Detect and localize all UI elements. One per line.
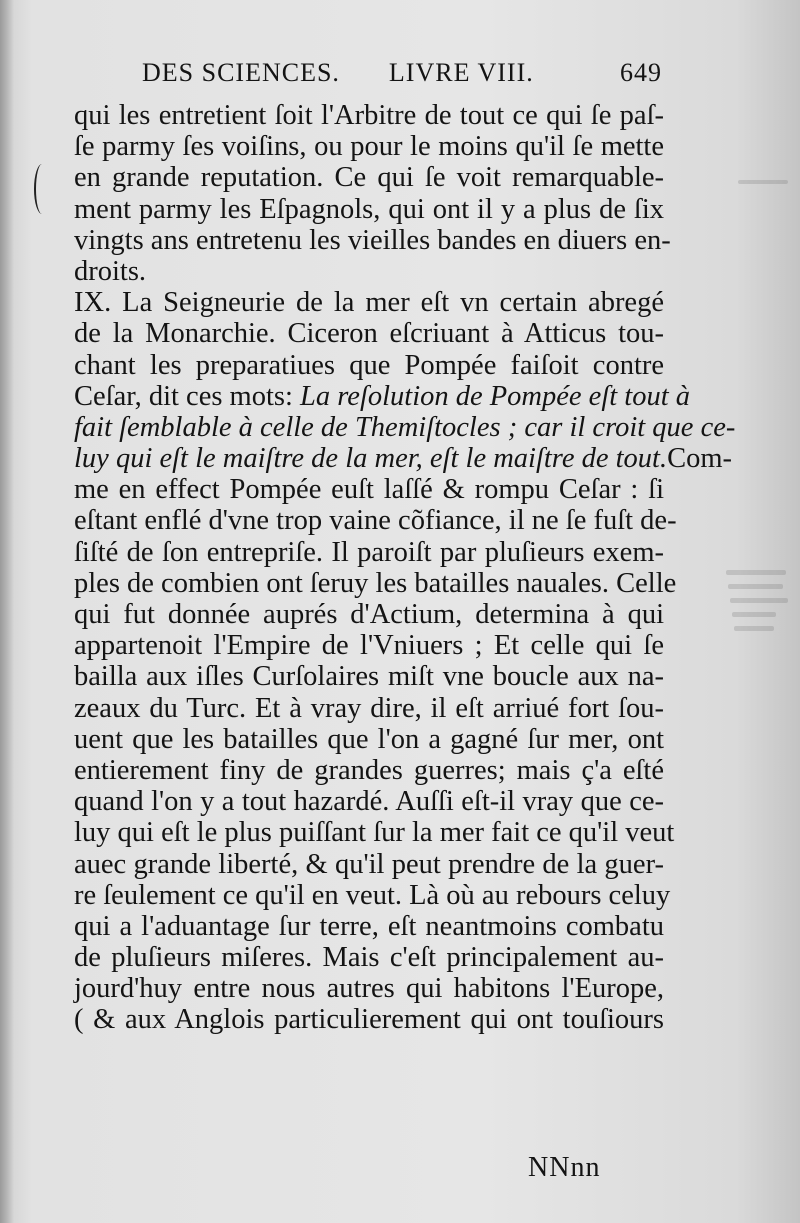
page-header <box>142 58 662 98</box>
roman-run: Ceſar, dit ces mots: <box>74 380 301 412</box>
text-line: luy qui eſt le plus puiſſant ſur la mer fait ce qu'il veut <box>74 817 675 849</box>
text-line: quand l'on y a tout hazardé. Auſſi eſt-il vray que ce- <box>74 786 664 818</box>
text-line: me en effect Pompée euſt laſſé & rompu Ceſar : ſi <box>74 474 664 506</box>
text-line-mixed <box>74 380 690 412</box>
text-line: jourd'huy entre nous autres qui habitons l'Europe, <box>74 973 664 1005</box>
book-number: LIVRE VIII. <box>388 58 534 87</box>
text-line: vingts ans entretenu les vieilles bandes en diuers en- <box>74 224 671 256</box>
bleed-through-margin <box>718 560 798 650</box>
text-line: ment parmy les Eſpagnols, qui ont il y a plus de ſix <box>74 193 664 225</box>
section-line: IX. La Seigneurie de la mer eſt vn certain abregé <box>74 287 664 319</box>
text-line: de la Monarchie. Ciceron eſcriuant à Atticus tou- <box>74 318 664 350</box>
italic-run: luy qui eſt le maiſtre de la mer, eſt le maiſtre de tout. <box>74 443 668 475</box>
text-line: droits. <box>74 255 147 287</box>
text-line: ( & aux Anglois particulierement qui ont touſiours <box>74 1004 664 1036</box>
roman-run: Com- <box>667 443 733 475</box>
signature-mark: NNnn <box>528 1152 601 1183</box>
page-number: 649 <box>620 58 662 87</box>
text-line-mixed <box>74 443 733 475</box>
text-line: eſtant enflé d'vne trop vaine cõfiance, il ne ſe fuſt de- <box>74 505 677 537</box>
text-line: qui les entretient ſoit l'Arbitre de tout ce qui ſe paſ- <box>74 100 664 131</box>
text-line: auec grande liberté, & qu'il peut prendre de la guer- <box>74 848 664 880</box>
running-title-text: DES SCIENCES. <box>142 58 340 87</box>
text-line: chant les preparatiues que Pompée faiſoit contre <box>74 349 664 381</box>
text-line: en grande reputation. Ce qui ſe voit remarquable- <box>74 162 664 194</box>
text-line: qui a l'aduantage ſur terre, eſt neantmoins combatu <box>74 910 664 942</box>
text-line: de pluſieurs miſeres. Mais c'eſt principalement au- <box>74 942 664 974</box>
text-line: appartenoit l'Empire de l'Vniuers ; Et celle qui ſe <box>74 630 664 662</box>
text-line: ſe parmy ſes voiſins, ou pour le moins qu'il ſe mette <box>74 131 664 163</box>
margin-bracket-mark <box>34 164 50 214</box>
text-line: entierement finy de grandes guerres; mais ç'a eſté <box>74 754 664 786</box>
text-line: bailla aux iſles Curſolaires miſt vne boucle aux na- <box>74 661 664 693</box>
bleed-through-margin <box>718 170 798 250</box>
page-gutter-shadow <box>0 0 14 1223</box>
running-title <box>142 58 534 88</box>
text-line: uent que les batailles que l'on a gagné ſur mer, ont <box>74 723 664 755</box>
text-line: zeaux du Turc. Et à vray dire, il eſt arriué fort ſou- <box>74 692 664 724</box>
text-line: ſiſté de ſon entrepriſe. Il paroiſt par pluſieurs exem- <box>74 536 664 568</box>
italic-run: La reſolution de Pompée eſt tout à <box>300 380 690 412</box>
italic-quote-line: fait ſemblable à celle de Themiſtocles ; car il croit que ce- <box>74 411 736 443</box>
text-block <box>74 100 736 1036</box>
text-line: qui fut donnée auprés d'Actium, determina à qui <box>74 599 664 630</box>
text-line: re ſeulement ce qu'il en veut. Là où au rebours celuy <box>74 879 671 911</box>
text-line: ples de combien ont ſeruy les batailles nauales. Celle <box>74 567 677 599</box>
